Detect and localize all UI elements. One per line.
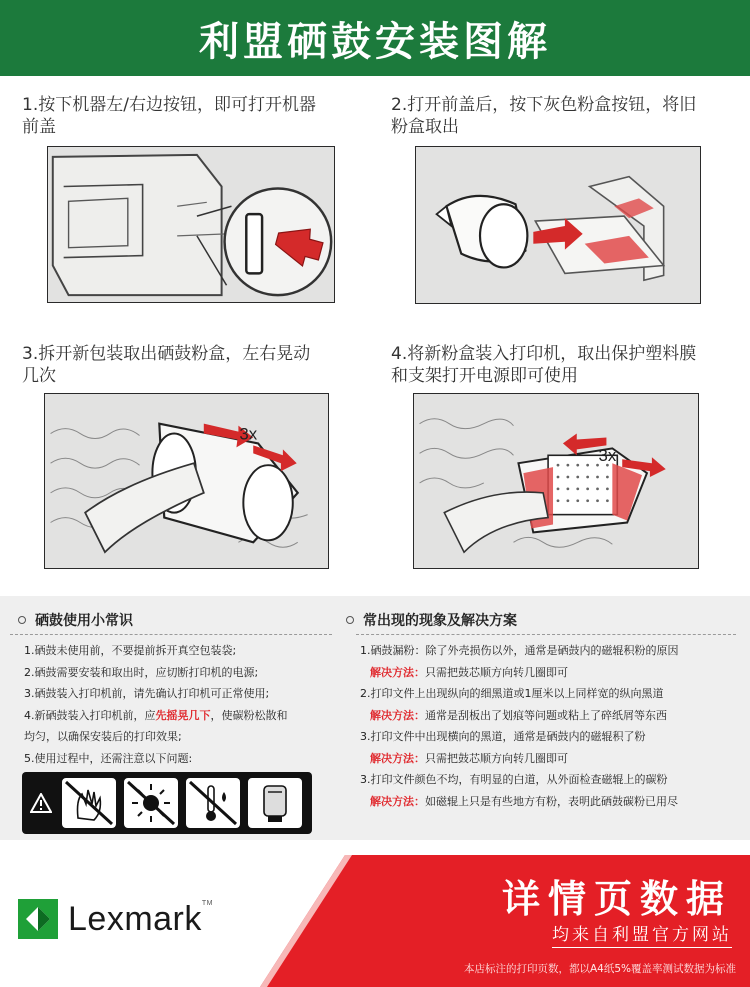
problem-3: 3.打印文件中出现横向的黑道，通常是硒鼓内的磁辊积了粉 (360, 730, 646, 743)
troubleshooting-column (346, 596, 746, 812)
lexmark-wordmark: Lexmark™ (68, 899, 213, 938)
no-sunlight-icon (122, 776, 180, 830)
page-count-note: 本店标注的打印页数，都以A4纸5%覆盖率测试数据为标准 (463, 963, 736, 975)
tips-section (0, 596, 750, 840)
step-1-line1: 1.按下机器左/右边按钮，即可打开机器 (22, 95, 316, 115)
step-1-text (22, 94, 362, 138)
solution-1: 解决方法：只需把鼓芯顺方向转几圈即可 (370, 665, 568, 679)
toner-removal-illustration (416, 147, 700, 303)
shake-count-label: 3x (239, 424, 258, 444)
troubleshooting-heading: 常出现的现象及解决方案 (346, 608, 746, 632)
step-2-line2: 粉盒取出 (391, 117, 459, 137)
bullet-circle-icon (18, 616, 26, 624)
details-subtitle: 均来自利盟官方网站 (552, 920, 732, 948)
usage-tip-4: 4.新硒鼓装入打印机前，应先摇晃几下，使碳粉松散和 (24, 708, 288, 722)
page-header (0, 0, 750, 76)
divider-left (10, 634, 332, 635)
problem-1: 1.硒鼓漏粉：除了外壳损伤以外，通常是硒鼓内的磁辊积粉的原因 (360, 644, 679, 657)
bullet-circle-icon (346, 616, 354, 624)
usage-tips-column (18, 596, 338, 769)
usage-tips-heading: 硒鼓使用小常识 (18, 608, 338, 632)
page-title: 利盟硒鼓安装图解 (199, 18, 551, 65)
step-3-line2: 几次 (22, 366, 56, 386)
step-2-line1: 2.打开前盖后，按下灰色粉盒按钮，将旧 (391, 95, 697, 115)
warning-triangle-icon (26, 772, 56, 834)
problem-2: 2.打印文件上出现纵向的细黑道或1厘米以上同样宽的纵向黑道 (360, 687, 664, 700)
step-3-illustration (44, 393, 329, 569)
problem-4: 3.打印文件颜色不均，有明显的白道，从外面检查磁辊上的碳粉 (360, 773, 668, 786)
highlight-shake: 先摇晃几下 (155, 708, 211, 722)
warning-icons-strip (22, 772, 312, 834)
no-upright-cartridge-icon (246, 776, 304, 830)
lexmark-diamond-icon (18, 899, 58, 939)
usage-tip-5: 5.使用过程中，还需注意以下问题: (24, 751, 193, 765)
step-4-text (391, 343, 731, 387)
solution-2: 解决方法：通常是刮板出了划痕等问题或粘上了碎纸屑等东西 (370, 708, 667, 722)
step-1-line2: 前盖 (22, 117, 56, 137)
step-4-line2: 和支架打开电源即可使用 (391, 366, 578, 386)
shake-cartridge-illustration (45, 394, 328, 568)
no-touch-hand-icon (60, 776, 118, 830)
step-2-text (391, 94, 731, 138)
lexmark-logo (18, 899, 213, 939)
step-1-illustration (47, 146, 335, 303)
solution-4: 解决方法：如磁辊上只是有些地方有粉，表明此硒鼓碳粉已用尽 (370, 794, 678, 808)
step-3-text (22, 343, 362, 387)
usage-tip-1: 1.硒鼓未使用前，不要提前拆开真空包装袋; (24, 644, 237, 657)
divider-right (356, 634, 736, 635)
install-cartridge-illustration (414, 394, 698, 568)
no-heat-humidity-icon (184, 776, 242, 830)
shake-count-label-2: 3x (598, 446, 617, 466)
step-2-illustration (415, 146, 701, 304)
step-4-line1: 4.将新粉盒装入打印机，取出保护塑料膜 (391, 344, 697, 364)
usage-tip-4-cont: 均匀，以确保安装后的打印效果; (24, 730, 182, 743)
printer-button-illustration (48, 147, 334, 302)
usage-tip-3: 3.硒鼓装入打印机前，请先确认打印机可正常使用; (24, 687, 270, 700)
details-title: 详情页数据 (501, 877, 732, 921)
step-3-line1: 3.拆开新包装取出硒鼓粉盒，左右晃动 (22, 344, 311, 364)
solution-3: 解决方法：只需把鼓芯顺方向转几圈即可 (370, 751, 568, 765)
step-4-illustration (413, 393, 699, 569)
usage-tip-2: 2.硒鼓需要安装和取出时，应切断打印机的电源; (24, 665, 259, 679)
